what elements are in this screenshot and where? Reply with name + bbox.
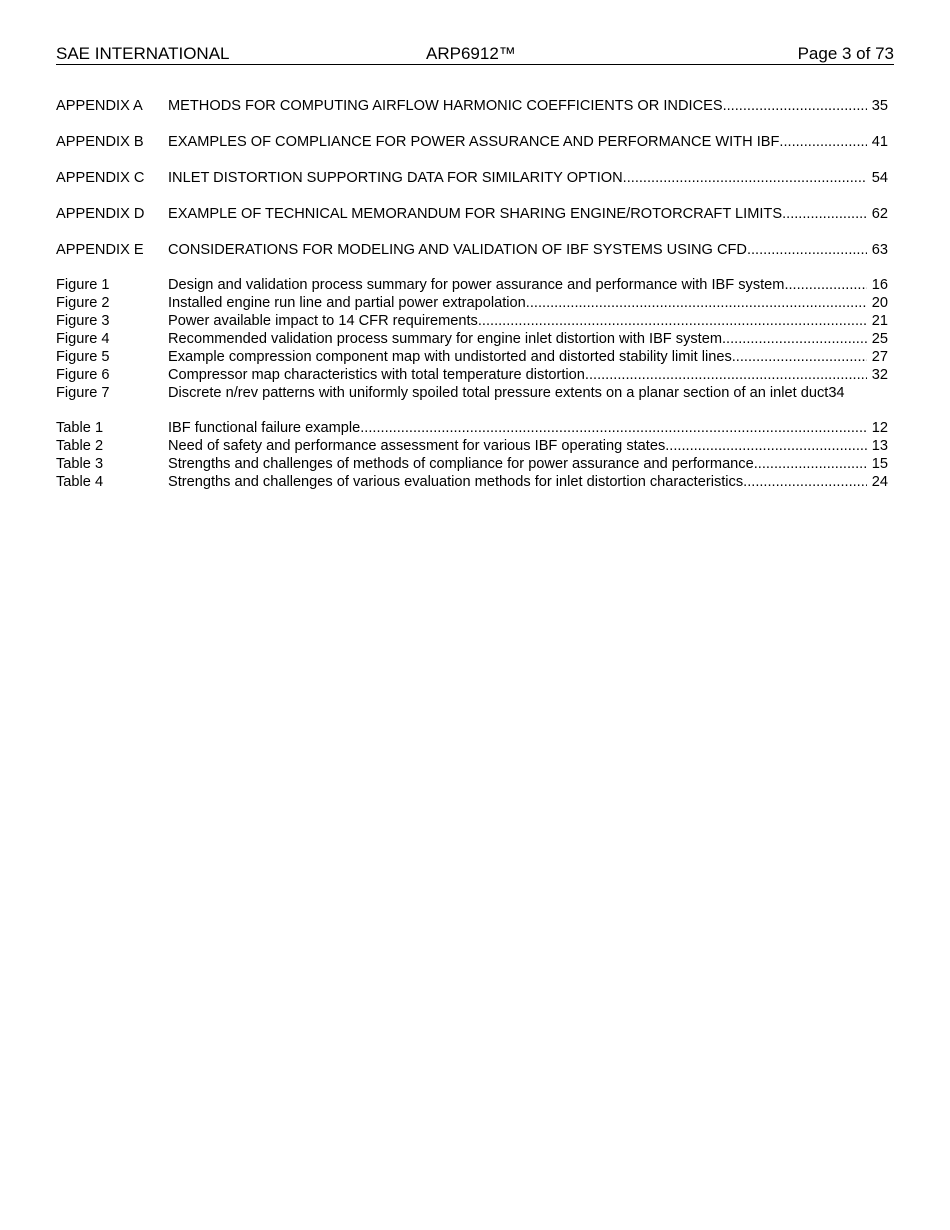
toc-entry-table-3[interactable] (56, 455, 888, 473)
toc-label: APPENDIX B (56, 134, 144, 150)
toc-entry-table-1[interactable] (56, 419, 888, 437)
toc-label: Figure 7 (56, 385, 110, 401)
page-number: Page 3 of 73 (797, 44, 894, 63)
toc-title: IBF functional failure example (168, 420, 361, 436)
toc-entry-figure-3[interactable] (56, 312, 888, 330)
toc-title: INLET DISTORTION SUPPORTING DATA FOR SIMILARITY OPTION (168, 170, 623, 186)
toc-entry-appendix-d[interactable] (56, 205, 888, 241)
toc-page: 15 (871, 456, 888, 472)
toc-title: Example compression component map with undistorted and distorted stability limit lines (168, 349, 732, 365)
toc-title: Discrete n/rev patterns with uniformly spoiled total pressure extents on a planar section of an inlet duct (168, 385, 829, 401)
leader-dots (747, 241, 867, 259)
toc-label: Table 4 (56, 474, 104, 490)
toc-entry-appendix-e[interactable] (56, 241, 888, 277)
toc-page: 54 (871, 170, 888, 186)
toc-label: APPENDIX D (56, 206, 145, 222)
toc-label: Figure 2 (56, 295, 110, 311)
toc-page: 20 (871, 295, 888, 311)
toc-page: 12 (871, 420, 888, 436)
toc-page: 32 (871, 367, 888, 383)
toc-page: 13 (871, 438, 888, 454)
toc-entry-figure-7[interactable] (56, 384, 888, 402)
leader-dots (779, 133, 867, 151)
toc-label: APPENDIX C (56, 170, 145, 186)
toc-label: Figure 1 (56, 277, 110, 293)
toc-title: Installed engine run line and partial power extrapolation (168, 295, 526, 311)
leader-dots (360, 419, 867, 437)
toc-entry-figure-5[interactable] (56, 348, 888, 366)
toc-title: Strengths and challenges of various evaluation methods for inlet distortion characteristics (168, 474, 744, 490)
toc-label: Figure 4 (56, 331, 110, 347)
toc-page: 16 (871, 277, 888, 293)
toc-entry-table-4[interactable] (56, 473, 888, 491)
toc-label: APPENDIX A (56, 98, 143, 114)
toc-page: 21 (871, 313, 888, 329)
leader-dots (722, 330, 867, 348)
leader-dots (585, 366, 867, 384)
toc-label: Table 2 (56, 438, 104, 454)
toc-page: 24 (871, 474, 888, 490)
toc-label: Figure 5 (56, 349, 110, 365)
figure-list (56, 276, 888, 402)
appendix-list (56, 97, 888, 277)
toc-title: Need of safety and performance assessment for various IBF operating states (168, 438, 666, 454)
toc-page: 35 (871, 98, 888, 114)
toc-entry-appendix-b[interactable] (56, 133, 888, 169)
toc-title: METHODS FOR COMPUTING AIRFLOW HARMONIC COEFFICIENTS OR INDICES (168, 98, 723, 114)
toc-title: Strengths and challenges of methods of compliance for power assurance and performance (168, 456, 754, 472)
toc-label: APPENDIX E (56, 242, 144, 258)
toc-label: Table 3 (56, 456, 104, 472)
leader-dots (723, 97, 867, 115)
toc-entry-appendix-a[interactable] (56, 97, 888, 133)
toc-title: Power available impact to 14 CFR requirements (168, 313, 478, 329)
toc-entry-figure-1[interactable] (56, 276, 888, 294)
leader-dots (784, 276, 867, 294)
toc-label: Figure 6 (56, 367, 110, 383)
toc-page: 63 (871, 242, 888, 258)
publisher-name: SAE INTERNATIONAL (56, 44, 230, 63)
toc-page: 25 (871, 331, 888, 347)
leader-dots (732, 348, 867, 366)
toc-title: Compressor map characteristics with total temperature distortion (168, 367, 585, 383)
leader-dots (623, 169, 867, 187)
leader-dots (754, 455, 867, 473)
leader-dots (782, 205, 867, 223)
toc-title: EXAMPLES OF COMPLIANCE FOR POWER ASSURANCE AND PERFORMANCE WITH IBF (168, 134, 780, 150)
toc-entry-figure-2[interactable] (56, 294, 888, 312)
page-header (56, 44, 894, 65)
toc-entry-figure-4[interactable] (56, 330, 888, 348)
leader-dots (478, 312, 867, 330)
toc-title: Recommended validation process summary for engine inlet distortion with IBF system (168, 331, 722, 347)
toc-entry-appendix-c[interactable] (56, 169, 888, 205)
leader-dots (665, 437, 867, 455)
toc-title: EXAMPLE OF TECHNICAL MEMORANDUM FOR SHARING ENGINE/ROTORCRAFT LIMITS (168, 206, 783, 222)
toc-entry-table-2[interactable] (56, 437, 888, 455)
table-list (56, 419, 888, 491)
toc-entry-figure-6[interactable] (56, 366, 888, 384)
toc-title: Design and validation process summary for power assurance and performance with IBF system (168, 277, 785, 293)
document-number: ARP6912™ (426, 44, 516, 63)
toc-page: 41 (871, 134, 888, 150)
toc-page: 62 (871, 206, 888, 222)
leader-dots (743, 473, 867, 491)
toc-page: 34 (828, 385, 845, 401)
toc-label: Table 1 (56, 420, 104, 436)
toc-page: 27 (871, 349, 888, 365)
toc-label: Figure 3 (56, 313, 110, 329)
leader-dots (526, 294, 867, 312)
toc-title: CONSIDERATIONS FOR MODELING AND VALIDATION OF IBF SYSTEMS USING CFD (168, 242, 747, 258)
